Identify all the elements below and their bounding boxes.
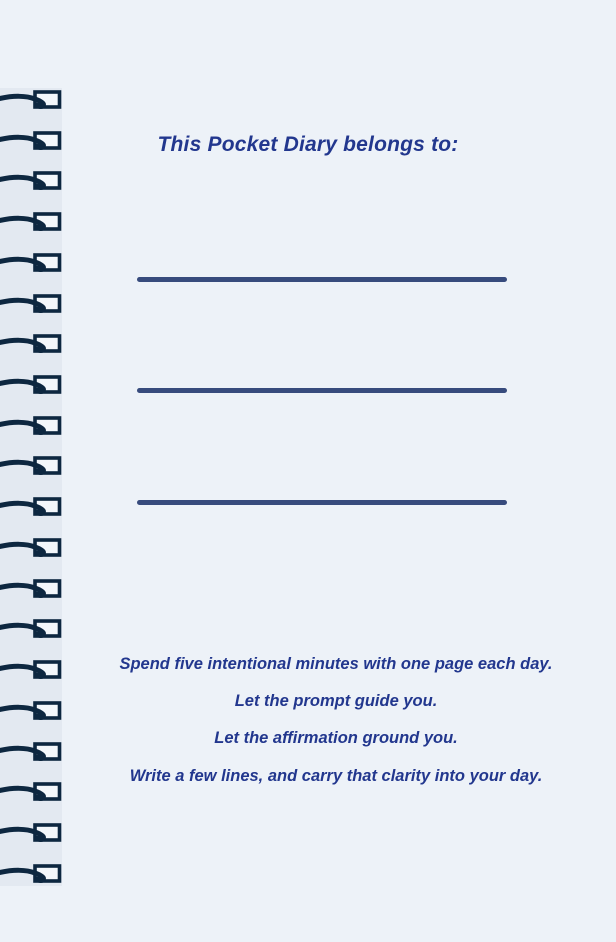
binding-ring-icon	[0, 820, 66, 846]
binding-ring-icon	[0, 209, 66, 235]
instruction-line-3: Let the affirmation ground you.	[214, 729, 458, 748]
owner-name-line-3[interactable]	[137, 500, 507, 505]
binding-ring-icon	[0, 453, 66, 479]
binding-ring-icon	[0, 87, 66, 113]
instruction-line-4: Write a few lines, and carry that clarity into your day.	[129, 766, 543, 785]
instruction-line-2: Let the prompt guide you.	[234, 692, 438, 711]
binding-ring-icon	[0, 576, 66, 602]
binding-ring-icon	[0, 372, 66, 398]
binding-ring-icon	[0, 616, 66, 642]
binding-ring-icon	[0, 291, 66, 317]
owner-name-line-1[interactable]	[137, 277, 507, 282]
binding-ring-icon	[0, 535, 66, 561]
binding-ring-icon	[0, 250, 66, 276]
instructions-block	[56, 646, 616, 795]
binding-ring-icon	[0, 861, 66, 887]
binding-ring-icon	[0, 168, 66, 194]
page-title: This Pocket Diary belongs to:	[157, 133, 459, 156]
binding-ring-icon	[0, 494, 66, 520]
binding-ring-icon	[0, 413, 66, 439]
owner-name-line-2[interactable]	[137, 388, 507, 393]
instruction-line-1: Spend five intentional minutes with one page each day.	[119, 655, 553, 673]
binding-ring-icon	[0, 331, 66, 357]
